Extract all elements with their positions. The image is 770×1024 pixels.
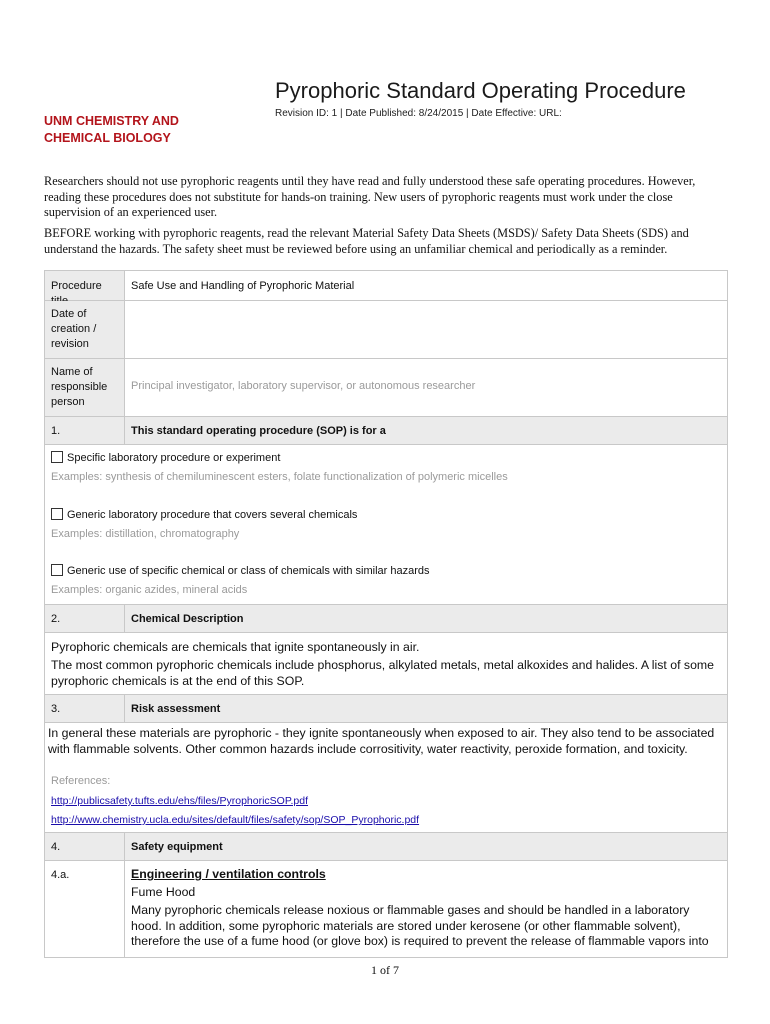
page-title: Pyrophoric Standard Operating Procedure — [275, 78, 686, 103]
procedure-title-label: Procedure — [45, 271, 125, 300]
date-label: Date of creation / revision — [45, 301, 125, 358]
reference-link-ucla[interactable]: http://www.chemistry.ucla.edu/sites/default/files/safety/sop/SOP_Pyrophoric.pdf — [51, 814, 420, 826]
section-3-header — [45, 695, 727, 723]
procedure-title-row — [45, 271, 727, 301]
option-generic-chemical — [45, 564, 727, 598]
section-2-body — [45, 633, 727, 695]
risk-assessment-text: In general these materials are pyrophoric - they ignite spontaneously when exposed to air. They also tend to be associated with flammable solvents. Other common hazards include corrositivity, water reactivity, peroxide formation, and toxicity. — [48, 726, 715, 756]
option-label: Generic use of specific chemical or class of chemicals with similar hazards — [67, 565, 430, 577]
fume-hood-text: Many pyrophoric chemicals release noxious or flammable gases and should be handled in a laboratory hood. In addition, some pyrophoric materials are stored under kerosene (or other flammable solvent), therefore the use of a fume hood (or glove box) is required to prevent the release of flammable vapors into — [131, 903, 709, 948]
section-2-number: 2. — [45, 605, 125, 632]
option-label: Generic laboratory procedure that covers several chemicals — [67, 509, 358, 521]
references-label: References: — [51, 775, 111, 787]
date-row — [45, 301, 727, 359]
chemical-description-line-2: The most common pyrophoric chemicals include phosphorus, alkylated metals, metal alkoxides and halides. A list of some pyrophoric chemicals is at the end of this SOP. — [51, 658, 714, 688]
section-3-body — [45, 723, 727, 833]
chemical-description-line-1: Pyrophoric chemicals are chemicals that ignite spontaneously in air. — [51, 640, 420, 654]
section-4a-row — [45, 861, 727, 957]
section-4a-content — [125, 861, 727, 957]
sop-form-table — [44, 270, 728, 958]
revision-meta: Revision ID: 1 | Date Published: 8/24/2015 | Date Effective: URL: — [275, 108, 562, 119]
procedure-title-field[interactable]: Safe Use and Handling of Pyrophoric Material — [131, 280, 355, 292]
section-1-number: 1. — [45, 417, 125, 444]
section-4a-heading: Engineering / ventilation controls — [131, 867, 326, 881]
option-generic-procedure — [45, 508, 727, 542]
section-4-number: 4. — [45, 833, 125, 860]
section-4-header — [45, 833, 727, 861]
reference-link-tufts[interactable]: http://publicsafety.tufts.edu/ehs/files/PyrophoricSOP.pdf — [51, 795, 309, 807]
section-4-heading: Safety equipment — [131, 841, 223, 853]
section-1-heading: This standard operating procedure (SOP) is for a — [131, 425, 386, 437]
option-example: Examples: synthesis of chemiluminescent esters, folate functionalization of polymeric micelles — [51, 471, 508, 483]
generic-chemical-checkbox[interactable] — [51, 564, 63, 576]
section-1-header — [45, 417, 727, 445]
page-number: 1 of 7 — [371, 963, 399, 977]
specific-procedure-checkbox[interactable] — [51, 451, 63, 463]
responsible-person-label: Name of responsible person — [45, 359, 125, 416]
section-1-body — [45, 445, 727, 605]
department-line-2: CHEMICAL BIOLOGY — [44, 131, 171, 145]
option-example: Examples: distillation, chromatography — [51, 528, 240, 540]
responsible-person-field[interactable]: Principal investigator, laboratory supervisor, or autonomous researcher — [131, 380, 476, 392]
section-3-number: 3. — [45, 695, 125, 722]
generic-procedure-checkbox[interactable] — [51, 508, 63, 520]
option-specific-procedure — [45, 451, 727, 485]
section-2-header — [45, 605, 727, 633]
department-line-1: UNM CHEMISTRY AND — [44, 114, 179, 128]
department-name — [44, 113, 179, 147]
intro-paragraph-1: Researchers should not use pyrophoric reagents until they have read and fully understood these safe operating procedures. However, reading these procedures does not substitute for hands-on training. New users of pyrophoric reagents must work under the close supervision of an experienced user. — [44, 174, 696, 219]
section-4a-number: 4.a. — [45, 861, 125, 957]
date-field[interactable] — [125, 301, 727, 358]
intro-paragraph-2: BEFORE working with pyrophoric reagents, read the relevant Material Safety Data Sheets (MSDS)/ Safety Data Sheets (SDS) and understand the hazards. The safety sheet must be reviewed before using an unfamiliar chemical and periodically as a reminder. — [44, 226, 689, 256]
section-2-heading: Chemical Description — [131, 613, 244, 625]
section-3-heading: Risk assessment — [131, 703, 221, 715]
fume-hood-title: Fume Hood — [131, 884, 196, 899]
option-label: Specific laboratory procedure or experiment — [67, 452, 281, 464]
option-example: Examples: organic azides, mineral acids — [51, 584, 248, 596]
responsible-person-row — [45, 359, 727, 417]
